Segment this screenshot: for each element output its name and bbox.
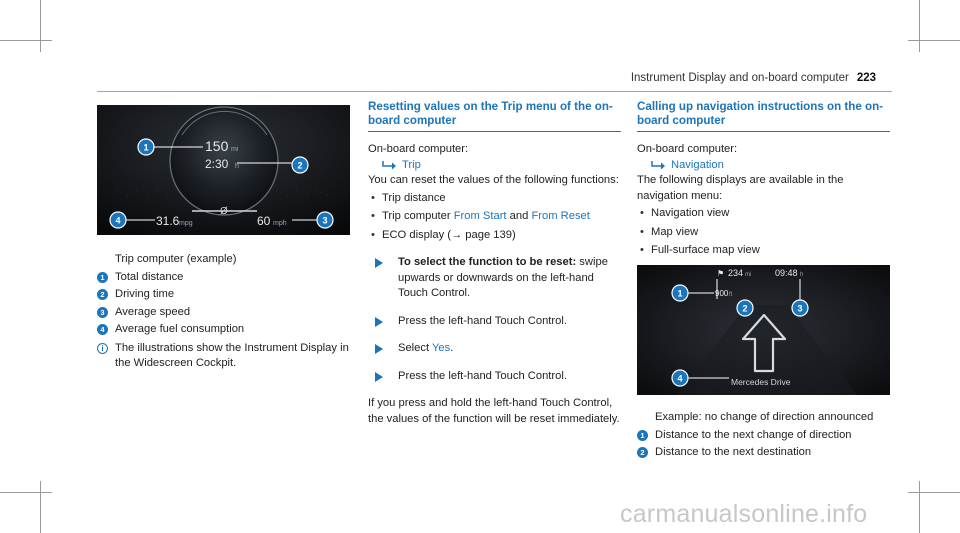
legend-text: Average speed	[115, 305, 191, 318]
info-icon: i	[97, 343, 108, 354]
list-item: • Trip computer From Start and From Reset	[368, 209, 621, 225]
svg-text:3: 3	[797, 303, 803, 314]
crop-mark	[40, 481, 41, 533]
section-title: Calling up navigation instructions on the on-board computer	[637, 100, 890, 132]
menu-arrow-icon	[382, 160, 398, 170]
fuel-consumption-value: 31.6	[156, 214, 180, 228]
crop-mark	[919, 481, 920, 533]
callout-4	[672, 370, 688, 386]
legend-item	[637, 428, 890, 444]
instruction-step: Press the left-hand Touch Control.	[368, 369, 621, 385]
svg-text:4: 4	[677, 373, 683, 384]
intro-text: On-board computer:	[368, 143, 469, 155]
callout-2	[292, 157, 308, 173]
legend-number: 1	[97, 272, 108, 283]
crop-mark	[0, 492, 52, 493]
figure-caption: Example: no change of direction announced	[655, 411, 874, 423]
svg-text:3: 3	[322, 215, 328, 226]
time-unit: h	[235, 163, 239, 170]
step-arrow-icon	[375, 317, 383, 327]
crop-mark	[919, 0, 920, 52]
turn-distance-value: 900	[715, 289, 729, 298]
legend-number: 3	[97, 307, 108, 318]
arrival-time-unit: h	[800, 272, 804, 278]
watermark: carmanualsonline.info	[620, 500, 868, 528]
column-3-caption	[637, 404, 890, 461]
street-name: Mercedes Drive	[731, 377, 791, 387]
legend-item	[97, 322, 350, 338]
function-list	[368, 191, 621, 244]
list-item: • Trip distance	[368, 191, 621, 207]
legend-number: 2	[97, 289, 108, 300]
menu-option-yes[interactable]: Yes	[432, 342, 451, 354]
crop-mark	[40, 0, 41, 52]
callout-4	[110, 212, 126, 228]
menu-path	[637, 158, 890, 174]
column-2	[368, 100, 621, 427]
crop-mark	[0, 40, 52, 41]
turn-distance-unit: ft	[729, 292, 733, 298]
description: The following displays are available in the navigation menu:	[637, 174, 844, 202]
list-item: • Navigation view	[637, 206, 890, 222]
legend-number: 1	[637, 430, 648, 441]
step-arrow-icon	[375, 372, 383, 382]
legend-item	[97, 287, 350, 303]
speed-unit: mph	[273, 220, 287, 227]
callout-1	[672, 285, 688, 301]
destination-flag-icon: ⚑	[717, 269, 725, 278]
description: You can reset the values of the following functions:	[368, 174, 619, 186]
legend-number: 2	[637, 447, 648, 458]
page-number: 223	[856, 72, 876, 84]
section-title: Resetting values on the Trip menu of the on-board computer	[368, 100, 621, 132]
running-head-title: Instrument Display and on-board computer	[630, 72, 849, 84]
menu-option-from-start[interactable]: From Start	[453, 210, 507, 222]
destination-distance-value: 234	[728, 268, 744, 278]
instruction-step: Select Yes.	[368, 341, 621, 357]
callout-1	[138, 139, 154, 155]
step-arrow-icon	[375, 344, 383, 354]
distance-unit: mi	[231, 146, 239, 153]
total-distance-value: 150	[205, 138, 229, 154]
running-head	[620, 72, 876, 84]
trip-computer-figure	[97, 105, 350, 235]
closing-paragraph: If you press and hold the left-hand Touch Control, the values of the function will be reset immediately.	[368, 397, 620, 425]
legend-number: 4	[97, 324, 108, 335]
instruction-step: To select the function to be reset: swipe upwards or downwards on the left-hand Touch Control.	[368, 255, 621, 302]
figure-caption: Trip computer (example)	[115, 253, 237, 265]
legend-item	[97, 270, 350, 286]
step-arrow-icon	[375, 258, 383, 268]
arrival-time-value: 09:48	[775, 268, 798, 278]
note	[97, 341, 350, 372]
svg-text:2: 2	[742, 303, 748, 314]
menu-path	[368, 158, 621, 174]
list-item: • ECO display (→ page 139)	[368, 228, 621, 244]
crop-mark	[908, 40, 960, 41]
callout-2	[737, 300, 753, 316]
intro-text: On-board computer:	[637, 143, 738, 155]
svg-text:2: 2	[297, 160, 303, 171]
legend-text: Driving time	[115, 288, 175, 300]
callout-3	[792, 300, 808, 316]
svg-text:1: 1	[677, 288, 683, 299]
legend-item	[637, 445, 890, 461]
menu-arrow-icon	[651, 160, 667, 170]
average-symbol: Ø	[220, 206, 228, 217]
menu-option-from-reset[interactable]: From Reset	[531, 210, 590, 222]
header-rule	[97, 91, 892, 92]
callout-3	[317, 212, 333, 228]
step-label: To select the function to be reset:	[398, 256, 577, 268]
legend-item	[97, 305, 350, 321]
navigation-figure	[637, 265, 890, 395]
driving-time-value: 2:30	[205, 157, 229, 171]
trip-computer-illustration	[97, 105, 350, 235]
list-item: • Full-surface map view	[637, 243, 890, 259]
average-speed-value: 60	[257, 214, 271, 228]
column-1	[97, 246, 350, 372]
svg-text:4: 4	[115, 215, 121, 226]
column-3	[637, 100, 890, 263]
svg-text:1: 1	[143, 142, 149, 153]
list-item: • Map view	[637, 225, 890, 241]
navigation-illustration	[637, 265, 890, 395]
menu-path-label[interactable]: Trip	[402, 158, 421, 171]
display-list	[637, 206, 890, 259]
fuel-unit: mpg	[179, 220, 193, 227]
crop-mark	[908, 492, 960, 493]
legend-text: Distance to the next change of direction	[655, 428, 852, 441]
menu-path-label[interactable]: Navigation	[671, 158, 724, 171]
destination-distance-unit: mi	[745, 272, 752, 278]
note-text: The illustrations show the Instrument Display in the Widescreen Cockpit.	[115, 341, 349, 369]
instruction-step: Press the left-hand Touch Control.	[368, 314, 621, 330]
legend-text: Average fuel consumption	[115, 323, 245, 335]
legend-text: Distance to the next destination	[655, 446, 812, 458]
legend-text: Total distance	[115, 270, 184, 283]
